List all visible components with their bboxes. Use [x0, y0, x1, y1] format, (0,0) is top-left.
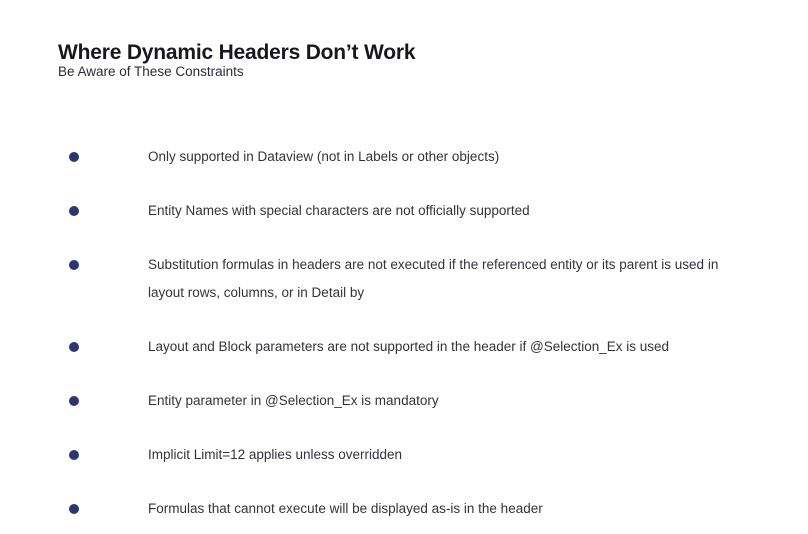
- bullet-text: Entity Names with special characters are not officially supported: [148, 203, 530, 218]
- list-item: [0, 441, 808, 469]
- constraints-list: [0, 143, 808, 534]
- bullet-dot-icon: [69, 396, 79, 406]
- page-title: Where Dynamic Headers Don’t Work: [58, 41, 416, 65]
- bullet-dot-icon: [69, 450, 79, 460]
- bullet-dot-icon: [69, 342, 79, 352]
- bullet-text: Substitution formulas in headers are not executed if the referenced entity or its parent is used in layout rows, columns, or in Detail by: [148, 257, 719, 300]
- bullet-text: Only supported in Dataview (not in Labels or other objects): [148, 149, 500, 164]
- list-item: [0, 387, 808, 415]
- list-item: [0, 251, 808, 307]
- list-item: [0, 197, 808, 225]
- list-item: [0, 143, 808, 171]
- bullet-dot-icon: [69, 260, 79, 270]
- list-item: [0, 495, 808, 523]
- bullet-text: Formulas that cannot execute will be displayed as-is in the header: [148, 501, 543, 516]
- bullet-text: Entity parameter in @Selection_Ex is mandatory: [148, 393, 439, 408]
- bullet-dot-icon: [69, 206, 79, 216]
- list-item: [0, 333, 808, 361]
- bullet-text: Layout and Block parameters are not supported in the header if @Selection_Ex is used: [148, 339, 670, 354]
- bullet-dot-icon: [69, 152, 79, 162]
- bullet-dot-icon: [69, 504, 79, 514]
- bullet-text: Implicit Limit=12 applies unless overridden: [148, 447, 403, 462]
- page-subtitle: Be Aware of These Constraints: [58, 64, 244, 79]
